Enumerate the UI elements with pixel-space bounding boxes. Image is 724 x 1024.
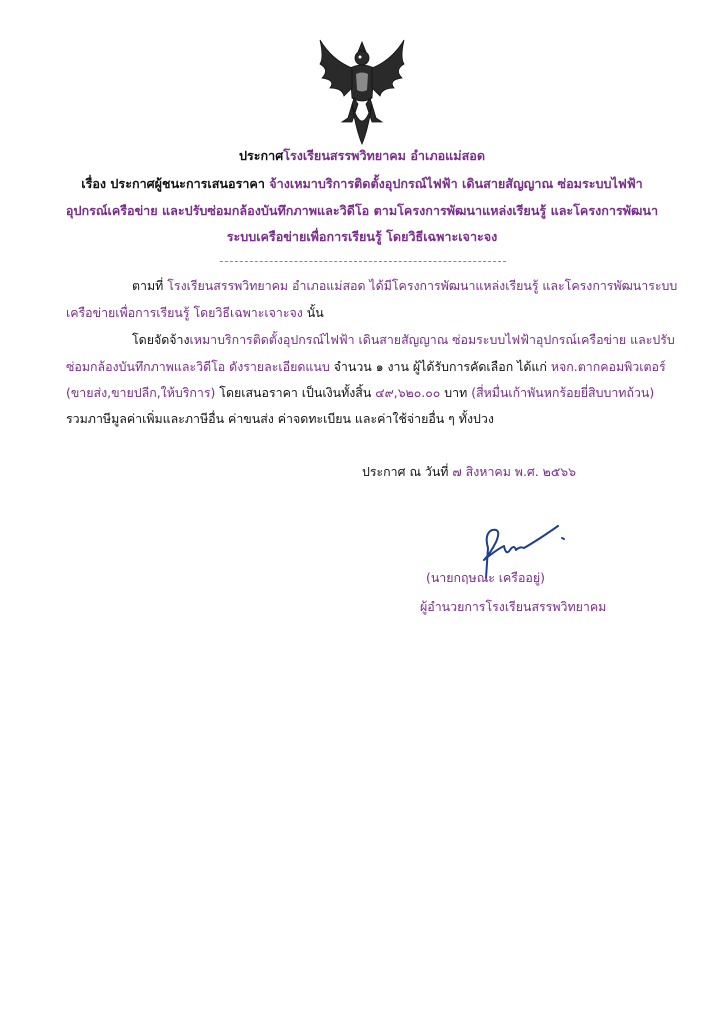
winner-name: หจก.ตากคอมพิวเตอร์ bbox=[550, 359, 666, 374]
paragraph-2-line-1: โดยจัดจ้างเหมาบริการติดตั้งอุปกรณ์ไฟฟ้า เดินสายสัญญาณ ซ่อมระบบไฟฟ้าอุปกรณ์เครือข่าย และปรับ bbox=[132, 332, 675, 347]
service-text: เหมาบริการติดตั้งอุปกรณ์ไฟฟ้า เดินสายสัญญาณ ซ่อมระบบไฟฟ้าอุปกรณ์เครือข่าย และปรับ bbox=[189, 332, 675, 347]
paragraph-2-line-2: ซ่อมกล้องบันทึกภาพและวิดีโอ ดังรายละเอียดแนบ จำนวน ๑ งาน ผู้ได้รับการคัดเลือก ได้แก่ หจก.ตากคอมพิวเตอร์ bbox=[66, 359, 666, 374]
subject-line-1 bbox=[0, 176, 724, 192]
school-name: โรงเรียนสรรพวิทยาคม อำเภอแม่สอด bbox=[283, 148, 486, 163]
price-in-words: (สี่หมื่นเก้าพันหกร้อยยี่สิบบาทถ้วน) bbox=[471, 385, 655, 400]
garuda-emblem-icon bbox=[314, 38, 410, 148]
subject-line-2: อุปกรณ์เครือข่าย และปรับซ่อมกล้องบันทึกภาพและวิดีโอ ตามโครงการพัฒนาแหล่งเรียนรู้ และโครงการพัฒนา bbox=[65, 203, 659, 218]
signatory-position: ผู้อำนวยการโรงเรียนสรรพวิทยาคม bbox=[420, 599, 607, 614]
separator-line bbox=[220, 261, 506, 262]
announcement-date: ประกาศ ณ วันที่ ๗ สิงหาคม พ.ศ. ๒๕๖๖ bbox=[362, 464, 576, 479]
project-text: โรงเรียนสรรพวิทยาคม อำเภอแม่สอด ได้มีโครงการพัฒนาแหล่งเรียนรู้ และโครงการพัฒนาระบบ bbox=[167, 278, 678, 293]
subject-text-1: จ้างเหมาบริการติดตั้งอุปกรณ์ไฟฟ้า เดินสายสัญญาณ ซ่อมระบบไฟฟ้า bbox=[269, 176, 643, 191]
announcement-title bbox=[0, 148, 724, 164]
paragraph-1-line-2: เครือข่ายเพื่อการเรียนรู้ โดยวิธีเฉพาะเจาะจง นั้น bbox=[66, 305, 324, 320]
signatory-name: (นายกฤษณะ เครืออยู่) bbox=[426, 570, 545, 585]
price-amount: ๔๙,๖๒๐.๐๐ bbox=[375, 385, 441, 400]
date-value: ๗ สิงหาคม พ.ศ. ๒๕๖๖ bbox=[452, 464, 576, 479]
paragraph-1-line-1: ตามที่ โรงเรียนสรรพวิทยาคม อำเภอแม่สอด ได้มีโครงการพัฒนาแหล่งเรียนรู้ และโครงการพัฒนาระบบ bbox=[132, 278, 678, 293]
subject-prefix: เรื่อง ประกาศผู้ชนะการเสนอราคา bbox=[81, 176, 270, 191]
subject-line-3: ระบบเครือข่ายเพื่อการเรียนรู้ โดยวิธีเฉพาะเจาะจง bbox=[226, 229, 498, 244]
paragraph-2-line-4: รวมภาษีมูลค่าเพิ่มและภาษีอื่น ค่าขนส่ง ค่าจดทะเบียน และค่าใช้จ่ายอื่น ๆ ทั้งปวง bbox=[66, 411, 494, 426]
paragraph-2-line-3: (ขายส่ง,ขายปลีก,ให้บริการ) โดยเสนอราคา เป็นเงินทั้งสิ้น ๔๙,๖๒๐.๐๐ บาท (สี่หมื่นเก้าพันหกร้อยยี่สิบบาทถ้วน) bbox=[66, 385, 655, 400]
announce-prefix: ประกาศ bbox=[238, 148, 284, 163]
